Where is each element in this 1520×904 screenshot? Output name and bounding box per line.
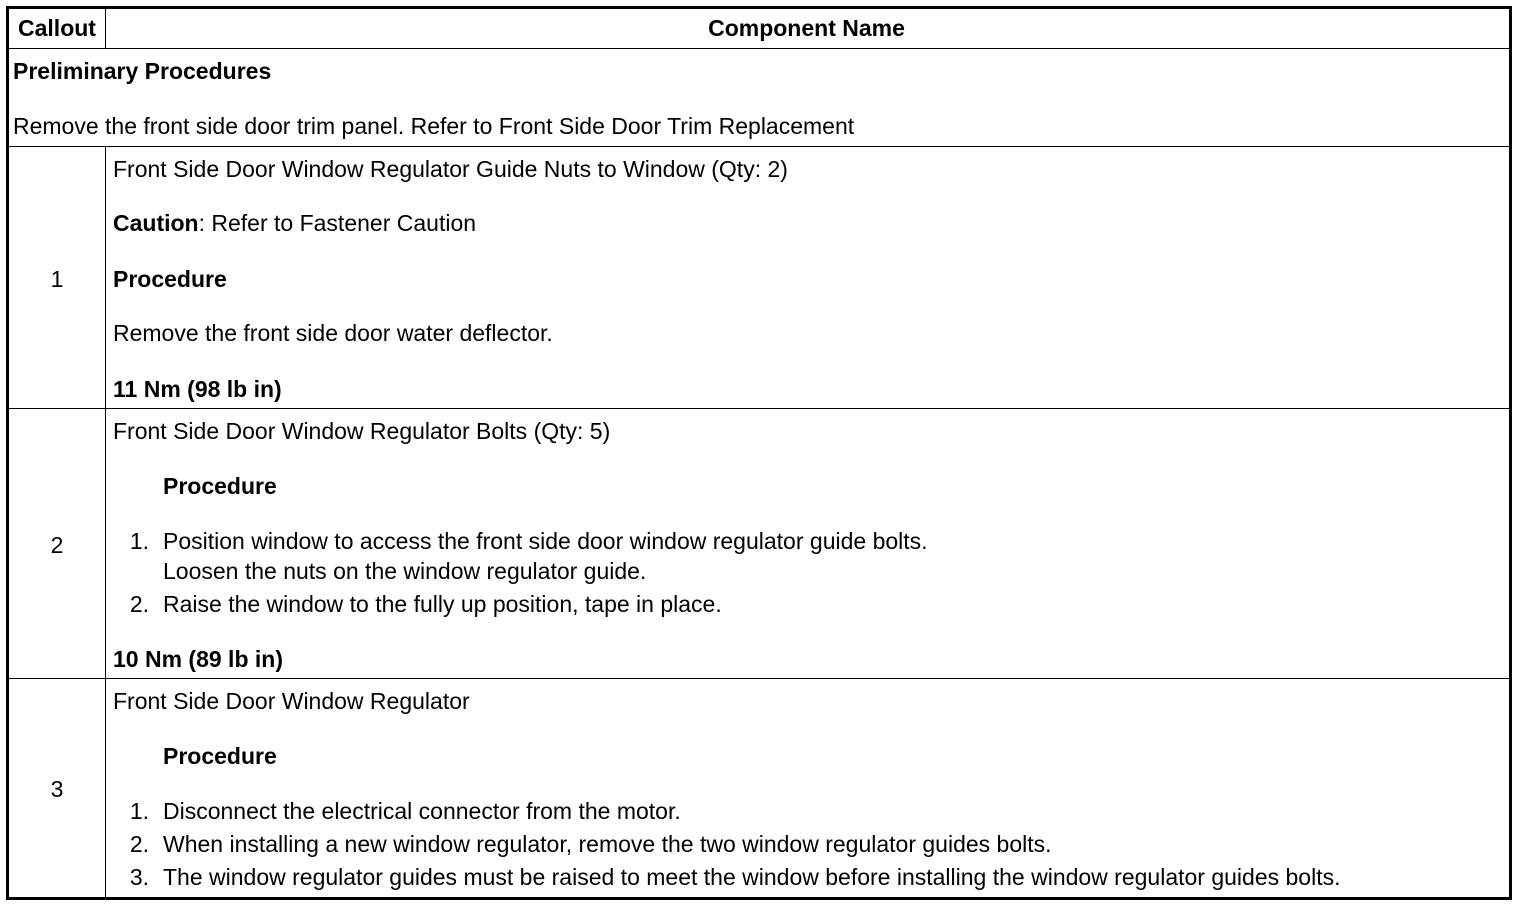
row-1-caution bbox=[113, 209, 476, 237]
row-1-caution-text: : Refer to Fastener Caution bbox=[198, 210, 477, 236]
row-2-step-2-num: 2. bbox=[129, 591, 149, 617]
row-2-torque: 10 Nm (89 lb in) bbox=[113, 646, 283, 672]
row-3-callout: 3 bbox=[50, 776, 64, 802]
row-divider-2 bbox=[9, 678, 1509, 679]
row-3-step-2-num: 2. bbox=[129, 831, 149, 857]
row-2-step-1-line1: Position window to access the front side door window regulator guide bolts. bbox=[163, 528, 928, 554]
preliminary-title: Preliminary Procedures bbox=[13, 58, 272, 84]
row-2-step-2-line1: Raise the window to the fully up position, tape in place. bbox=[163, 591, 722, 617]
row-3-step-3-num: 3. bbox=[129, 864, 149, 890]
row-1-caution-label: Caution bbox=[113, 210, 199, 236]
row-divider-preliminary bbox=[9, 146, 1509, 147]
header-column-divider bbox=[105, 9, 106, 48]
row-2-procedure-label: Procedure bbox=[163, 473, 277, 499]
row-1-procedure-text: Remove the front side door water deflector. bbox=[113, 320, 553, 346]
header-callout: Callout bbox=[18, 15, 96, 41]
row-2-callout: 2 bbox=[50, 532, 64, 558]
column-divider bbox=[105, 146, 106, 897]
row-3-step-2-line1: When installing a new window regulator, remove the two window regulator guides bolts. bbox=[163, 831, 1052, 857]
row-1-procedure-label: Procedure bbox=[113, 266, 227, 292]
row-1-torque: 11 Nm (98 lb in) bbox=[113, 376, 282, 402]
row-2-step-1-num: 1. bbox=[129, 528, 149, 554]
row-3-name: Front Side Door Window Regulator bbox=[113, 688, 470, 714]
row-3-step-1-line1: Disconnect the electrical connector from the motor. bbox=[163, 798, 681, 824]
row-3-step-3-line1: The window regulator guides must be raised to meet the window before installing the window regulator guides bolts. bbox=[163, 864, 1341, 890]
header-component-name: Component Name bbox=[708, 15, 905, 41]
row-2-name: Front Side Door Window Regulator Bolts (Qty: 5) bbox=[113, 418, 611, 444]
row-3-step-1-num: 1. bbox=[129, 798, 149, 824]
preliminary-text: Remove the front side door trim panel. Refer to Front Side Door Trim Replacement bbox=[13, 113, 855, 139]
row-1-name: Front Side Door Window Regulator Guide Nuts to Window (Qty: 2) bbox=[113, 156, 788, 182]
header-divider bbox=[9, 48, 1509, 49]
row-3-procedure-label: Procedure bbox=[163, 743, 277, 769]
row-2-step-1-line2: Loosen the nuts on the window regulator guide. bbox=[163, 558, 647, 584]
row-1-callout: 1 bbox=[50, 266, 64, 292]
row-divider-1 bbox=[9, 408, 1509, 409]
